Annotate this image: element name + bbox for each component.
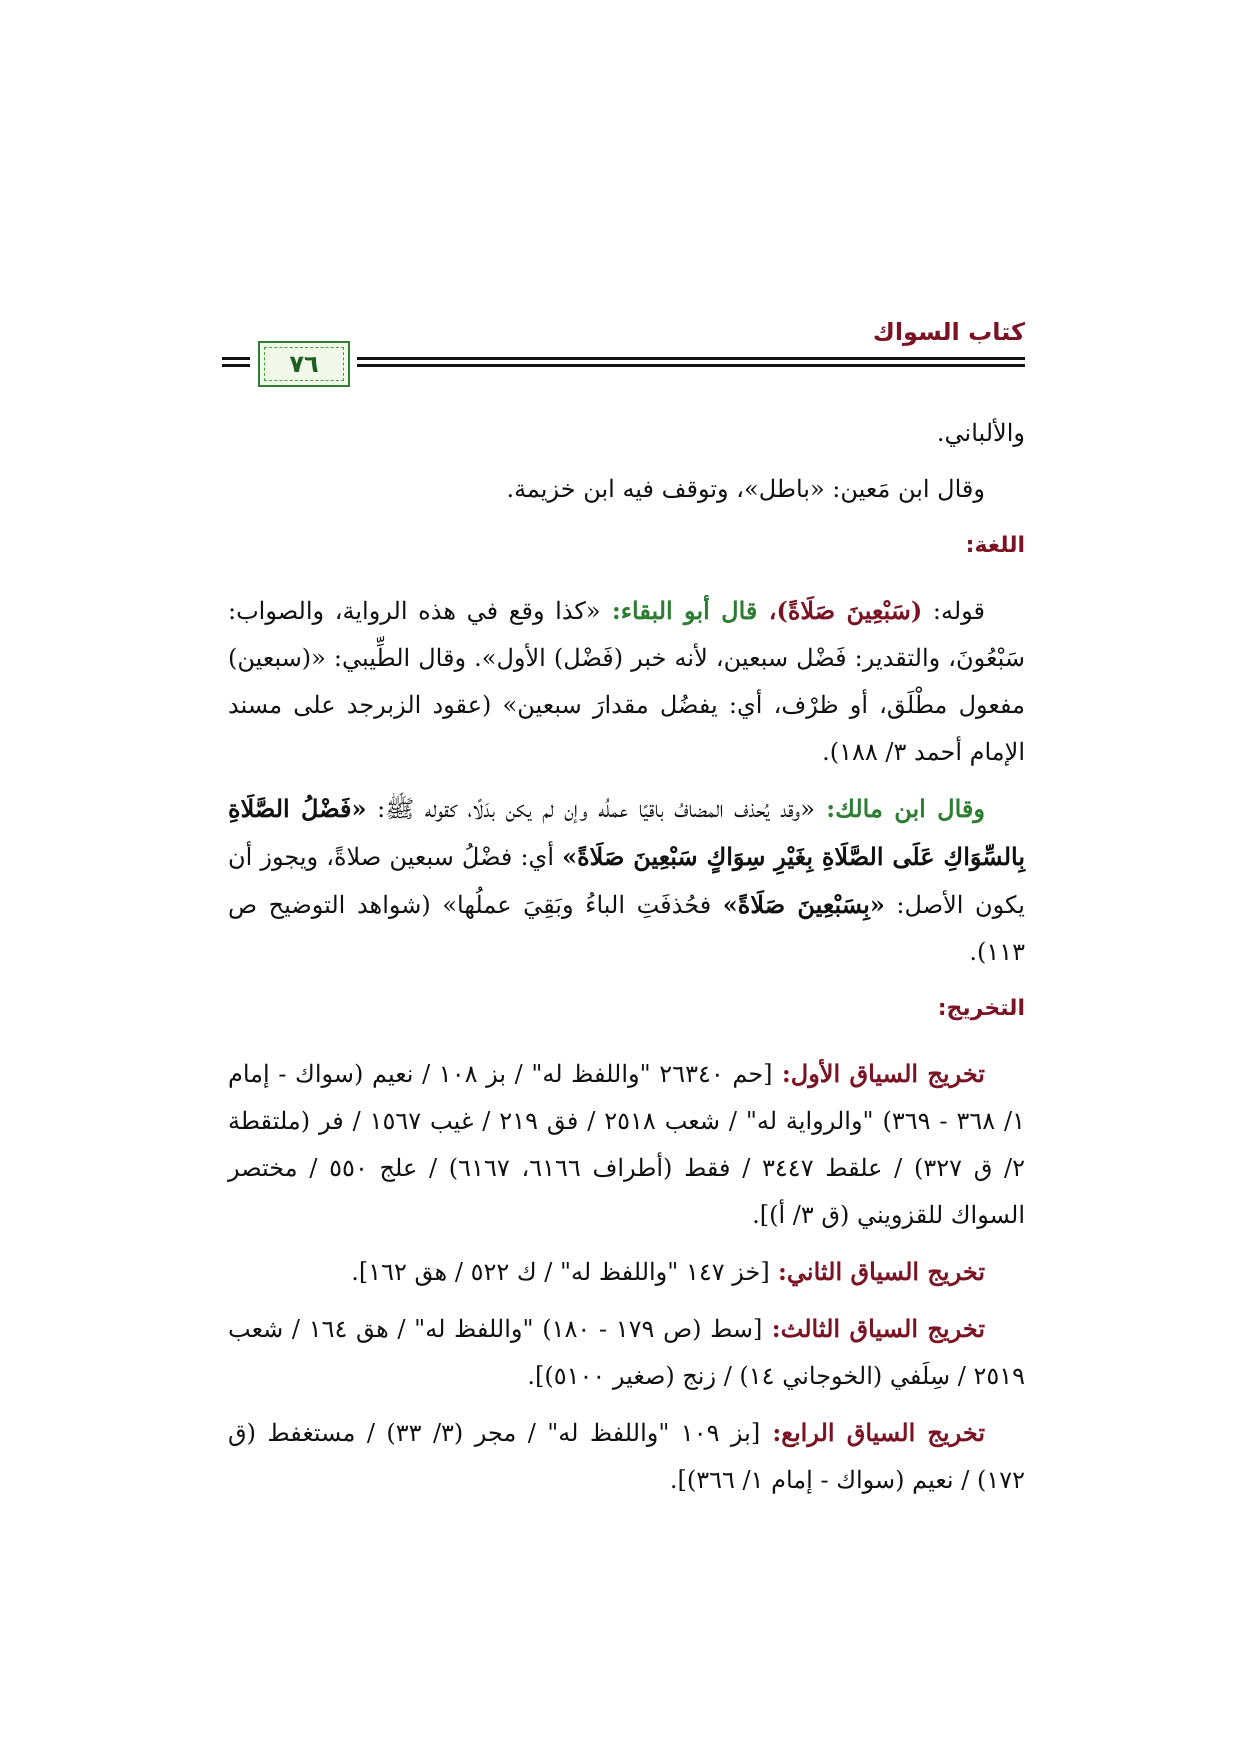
page-body (228, 410, 1025, 1504)
scholar-label: قال أبو البقاء: (600, 596, 758, 625)
takhrij-entry (228, 1248, 1025, 1296)
paragraph-lugha (228, 587, 1025, 776)
paragraph-ibn-malik (228, 785, 1025, 976)
takhrij-entry (228, 1409, 1025, 1504)
section-heading-takhrij: التخريج: (937, 996, 1025, 1021)
takhrij-label: تخريج السياق الأول: (772, 1059, 985, 1088)
section-heading-lugha: اللغة: (965, 533, 1025, 558)
book-title: كتاب السواك (872, 318, 1025, 346)
takhrij-label: تخريج السياق الرابع: (760, 1418, 986, 1447)
header-rule-short (222, 364, 250, 367)
takhrij-entry (228, 1305, 1025, 1400)
page-header (222, 312, 1025, 402)
takhrij-text: [خز ١٤٧ "واللفظ له" / ك ٥٢٢ / هق ١٦٢]. (351, 1258, 770, 1286)
scholar-label: وقال ابن مالك: (814, 794, 985, 823)
paragraph-text: «كذا وقع في هذه الرواية، والصواب: سَبْعُونَ، والتقدير: فَضْل سبعين، لأنه خبر (فَضْل) الأول». وقال الطِّيبي: «(سبعين) مفعول مطْلَق، أو ظرْف، أي: يفضُل مقدارَ سبعين» (عقود الزبرجد على مسند الإمام أحمد ٣/ ١٨٨). (228, 597, 1025, 766)
header-rule (357, 364, 1025, 367)
takhrij-label: تخريج السياق الثاني: (769, 1257, 985, 1286)
takhrij-label: تخريج السياق الثالث: (762, 1314, 986, 1343)
paragraph-text: «وقد يُحذف المضافُ باقيًا عملُه وإن لم يكن بدَلًا، كقوله ﷺ: (366, 795, 815, 823)
takhrij-text: [سط (ص ١٧٩ - ١٨٠) "واللفظ له" / هق ١٦٤ / شعب ٢٥١٩ / سِلَفي (الخوجاني ١٤) / زنج (صغير ٥١٠٠)]. (228, 1315, 1025, 1390)
page-number-badge (258, 341, 350, 387)
paragraph-text: أي: فضْلُ سبعين صلاةً، ويجوز أن يكون الأصل: (228, 843, 1025, 919)
paragraph-continuation: والألباني. (936, 419, 1025, 447)
hadith-quote: «فَضْلُ الصَّلَاةِ بِالسِّوَاكِ عَلَى الصَّلَاةِ بِغَيْرِ سِوَاكٍ سَبْعِينَ صَلَاةً» (228, 794, 1025, 871)
takhrij-entry (228, 1050, 1025, 1239)
hadith-quote: «بِسَبْعِينَ صَلَاةً» (722, 890, 885, 919)
paragraph-text: فحُذفَتِ الباءُ وبَقِيَ عملُها» (شواهد التوضيح ص ١١٣). (228, 891, 1025, 966)
header-rule (357, 357, 1025, 360)
takhrij-text: [بز ١٠٩ "واللفظ له" / مجر (٣/ ٣٣) / مستغفط (ق ١٧٢) / نعيم (سواك - إمام ١/ ٣٦٦)]. (228, 1419, 1025, 1494)
paragraph-ibn-main: وقال ابن مَعين: «باطل»، وتوقف فيه ابن خزيمة. (506, 475, 985, 503)
header-rule-short (222, 357, 250, 360)
hadith-quote: (سَبْعِينَ صَلَاةً)، (757, 596, 923, 625)
takhrij-text: [حم ٢٦٣٤٠ "واللفظ له" / بز ١٠٨ / نعيم (سواك - إمام ١/ ٣٦٨ - ٣٦٩) "والرواية له" / شعب ٢٥١٨ / فق ٢١٩ / غيب ١٥٦٧ / فر (ملتقطة ٢/ ق ٣٢٧) / علقط ٣٤٤٧ / فقط (أطراف ٦١٦٦، ٦١٦٧) / علج ٥٥٠ / مختصر السواك للقزويني (ق ٣/ أ)]. (228, 1060, 1026, 1229)
page-number: ٧٦ (289, 350, 319, 378)
intro-text: قوله: (922, 597, 986, 625)
